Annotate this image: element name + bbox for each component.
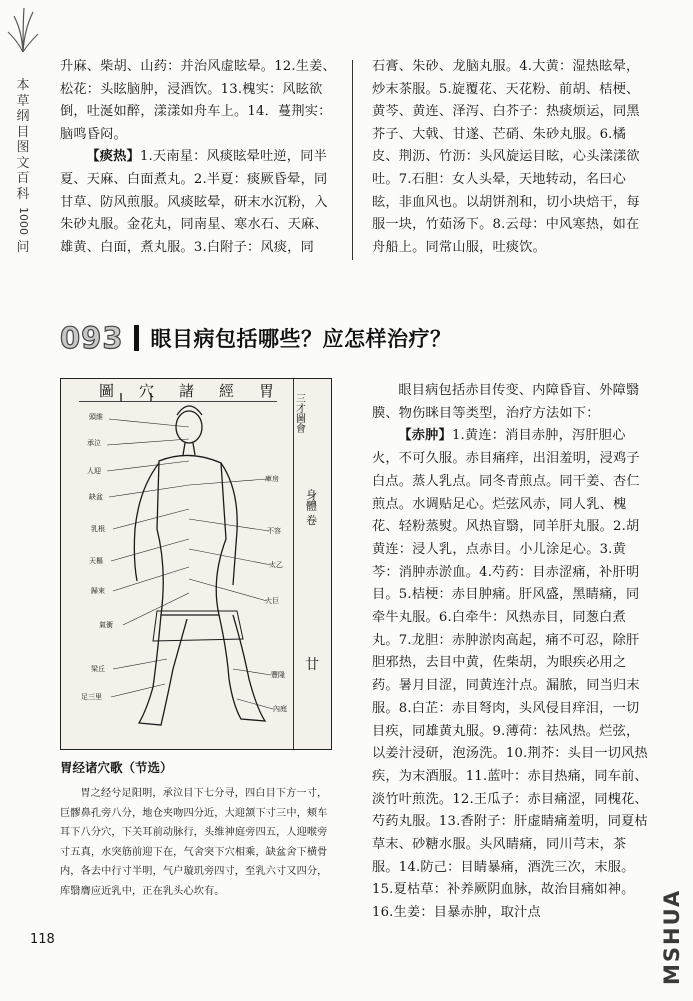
spine-char: 科: [16, 186, 30, 202]
section-number: 093: [60, 321, 124, 355]
meridian-illustration: [61, 379, 331, 749]
paragraph: 升麻、柴胡、山药：并治风虚眩晕。12.生姜、松花：头眩脑肿，浸酒饮。13.槐实：风眩欲倒，吐涎如醉，漾漾如舟车上。14．蔓荆实：脑鸣昏闷。: [60, 59, 336, 142]
figure-title-char: 胃: [259, 382, 275, 400]
main-right-column: [372, 380, 652, 925]
spine-char: 纲: [16, 109, 30, 124]
top-right-column: [372, 56, 650, 259]
spine-char: 图: [16, 140, 30, 155]
acupoint-label: 內庭: [273, 705, 287, 713]
category-label: 【痰热】: [86, 149, 140, 165]
section-title: 眼目病包括哪些？应怎样治疗？: [150, 327, 452, 351]
caption-paragraph: 胃之经兮足阳明，承泣目下七分寻，四白目下方一寸，巨髎鼻孔旁八分，地仓夹吻四分近，大迎颔下寸三中，颊车耳下八分穴，下关耳前动脉行，头维神庭旁四五，人迎喉旁寸五真，水突筋前迎下在，气舍突下穴相乘，缺盆舍下横骨内，各去中行寸半明，气户璇玑旁四寸，至乳六寸又四分，库翳膺应近乳中，正在乳头心坎有。: [60, 788, 328, 897]
figure-title-char: 經: [219, 382, 235, 400]
acupoint-label: 歸來: [91, 587, 105, 595]
figure-side-label: 三才圖會: [293, 393, 305, 433]
figure-caption-text: [60, 784, 332, 902]
paragraph: [372, 425, 652, 924]
figure-title-char: 諸: [179, 382, 195, 400]
intro-paragraph: 眼目病包括赤目传变、内障昏盲、外障翳膜、物伤眯目等类型，治疗方法如下：: [372, 383, 640, 421]
column-divider: [352, 60, 353, 260]
spine-char: 草: [16, 93, 30, 109]
category-label: 【赤肿】: [398, 428, 452, 444]
book-series-vertical-title: [14, 78, 32, 256]
acupoint-label: 庫房: [265, 475, 279, 483]
spine-char: 1000: [17, 207, 30, 235]
acupoint-label: 大巨: [265, 597, 279, 605]
acupoint-label: 乳根: [91, 525, 105, 533]
spine-char: 文: [16, 155, 30, 171]
page-number: 118: [30, 932, 55, 947]
acupoint-label: 足三里: [81, 693, 102, 701]
heading-bar: [134, 325, 139, 351]
paragraph-text: 1.天南星：风痰眩晕吐逆，同半夏、天麻、白面煮丸。2.半夏：痰厥昏晕，同甘草、防风煎服。风痰眩晕，研末水沉粉，入朱砂丸服。金花丸，同南星、寒水石、天麻、雄黄、白面，煮丸服。3.白附子：风痰，同: [60, 149, 328, 255]
section-heading: [60, 318, 660, 358]
acupoint-label: 天樞: [89, 557, 103, 565]
watermark: MSHUA: [660, 888, 684, 985]
paragraph: 石膏、朱砂、龙脑丸服。4.大黄：湿热眩晕，炒末茶服。5.旋覆花、天花粉、前胡、桔梗、黄芩、黄连、泽泻、白芥子：热痰烦运，同黑芥子、大戟、甘遂、芒硝、朱砂丸服。6.橘皮、荆沥、竹沥：头风旋运目眩，心头漾漾欲吐。7.石胆：女人头晕，天地转动，名曰心眩，非血风也。以胡饼剂和，切小块焙干，每服一块，竹茹汤下。8.云母：中风寒热，如在舟船上。同常山服，吐痰饮。: [372, 59, 640, 255]
acupoint-label: 缺盆: [89, 493, 103, 501]
paragraph-text: 1.黄连：消目赤肿，泻肝胆心火，不可久服。赤目痛痒，出泪羞明，浸鸡子白点。蒸人乳点。同冬青煎点。同干姜、杏仁煎点。水调贴足心。烂弦风赤，同人乳、槐花、轻粉蒸熨。风热盲翳，同羊肝丸服。2.胡黄连：浸人乳，点赤目。小儿涂足心。3.黄芩：消肿赤淤血。4.芍药：目赤涩痛，补肝明目。5.桔梗：赤目肿痛。肝风盛，黑睛痛，同牵牛丸服。6.白牵牛：风热赤目，同葱白煮丸。7.龙胆：赤肿淤肉高起，痛不可忍，除肝胆邪热，去目中黄，佐柴胡，为眼疾必用之药。暑月目涩，同黄连汁点。漏脓，同当归末服。8.白芷：赤目弩肉，头风侵目痒泪，一切目疾，同雄黄丸服。9.薄荷：祛风热。烂弦，以姜汁浸研，泡汤洗。10.荆芥：头目一切风热疾，为末酒服。11.蓝叶：赤目热痛，同车前、淡竹叶煎洗。12.王瓜子：赤目痛涩，同槐花、芍药丸服。13.香附子：肝虚睛痛羞明，同夏枯草末、砂糖水服。头风睛痛，同川芎末，茶服。14.防己：目睛暴痛，酒洗三次，末服。15.夏枯草：补养厥阴血脉，故治目痛如神。16.生姜：目暴赤肿，取汁点: [372, 428, 648, 921]
grass-logo-icon: [6, 6, 40, 54]
figure-title-char: 穴: [139, 382, 155, 400]
spine-char: 问: [16, 240, 30, 255]
acupoint-label: 承泣: [87, 439, 101, 447]
spine-char: 百: [16, 171, 30, 186]
spine-char: 目: [16, 124, 30, 140]
paragraph: [60, 146, 338, 259]
figure-side-label: 身體 卷: [304, 489, 318, 526]
top-left-column: [60, 56, 338, 259]
figure-title-char: 圖: [99, 382, 115, 400]
acupoint-label: 梁丘: [91, 665, 105, 673]
figure-caption-title: 胃经诸穴歌（节选）: [60, 760, 173, 775]
acupoint-label: 氣衝: [99, 621, 113, 629]
figure-side-label: 廿: [305, 657, 319, 673]
acupoint-label: 豐隆: [271, 671, 285, 679]
acupoint-label: 不容: [267, 527, 281, 535]
acupoint-label: 人迎: [87, 467, 101, 475]
spine-char: 本: [16, 78, 30, 93]
acupoint-label: 頭維: [89, 413, 103, 421]
stomach-meridian-figure: [60, 378, 332, 750]
acupoint-label: 太乙: [269, 561, 283, 569]
